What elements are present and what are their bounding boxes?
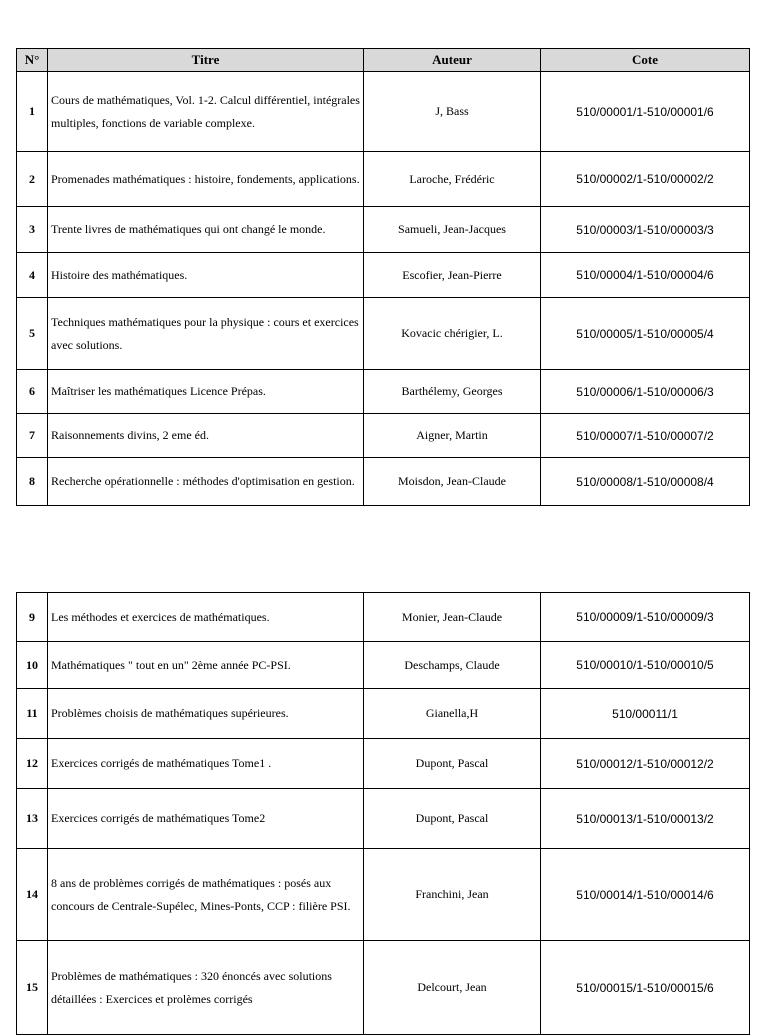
table-row xyxy=(17,253,750,298)
row-cote: 510/00012/1-510/00012/2 xyxy=(541,739,750,789)
table-row xyxy=(17,298,750,370)
row-cote: 510/00015/1-510/00015/6 xyxy=(541,941,750,1035)
table-row xyxy=(17,207,750,253)
book-table-1 xyxy=(16,48,750,506)
table-row xyxy=(17,414,750,458)
table-row xyxy=(17,593,750,642)
row-titre: 8 ans de problèmes corrigés de mathématiques : posés aux concours de Centrale-Supélec, Mines-Ponts, CCP : filière PSI. xyxy=(48,849,364,941)
table-row xyxy=(17,72,750,152)
header-cote: Cote xyxy=(541,49,750,72)
row-auteur: Franchini, Jean xyxy=(364,849,541,941)
row-titre: Exercices corrigés de mathématiques Tome1 . xyxy=(48,739,364,789)
row-cote: 510/00004/1-510/00004/6 xyxy=(541,253,750,298)
row-num: 13 xyxy=(17,789,48,849)
row-auteur: Barthélemy, Georges xyxy=(364,370,541,414)
row-titre: Les méthodes et exercices de mathématiques. xyxy=(48,593,364,642)
header-num: N° xyxy=(17,49,48,72)
row-num: 7 xyxy=(17,414,48,458)
row-num: 10 xyxy=(17,642,48,689)
row-titre: Problèmes choisis de mathématiques supérieures. xyxy=(48,689,364,739)
row-cote: 510/00001/1-510/00001/6 xyxy=(541,72,750,152)
row-cote: 510/00014/1-510/00014/6 xyxy=(541,849,750,941)
row-auteur: Deschamps, Claude xyxy=(364,642,541,689)
row-num: 14 xyxy=(17,849,48,941)
row-titre: Problèmes de mathématiques : 320 énoncés avec solutions détaillées : Exercices et prolèmes corrigés xyxy=(48,941,364,1035)
row-auteur: Escofier, Jean-Pierre xyxy=(364,253,541,298)
row-titre: Mathématiques " tout en un" 2ème année PC-PSI. xyxy=(48,642,364,689)
row-titre: Histoire des mathématiques. xyxy=(48,253,364,298)
row-cote: 510/00005/1-510/00005/4 xyxy=(541,298,750,370)
row-num: 1 xyxy=(17,72,48,152)
row-titre: Trente livres de mathématiques qui ont changé le monde. xyxy=(48,207,364,253)
row-num: 6 xyxy=(17,370,48,414)
table-row xyxy=(17,642,750,689)
row-auteur: Dupont, Pascal xyxy=(364,739,541,789)
row-auteur: Dupont, Pascal xyxy=(364,789,541,849)
row-cote: 510/00003/1-510/00003/3 xyxy=(541,207,750,253)
table-row xyxy=(17,739,750,789)
row-auteur: Aigner, Martin xyxy=(364,414,541,458)
row-titre: Maîtriser les mathématiques Licence Prépas. xyxy=(48,370,364,414)
row-cote: 510/00006/1-510/00006/3 xyxy=(541,370,750,414)
row-num: 15 xyxy=(17,941,48,1035)
row-cote: 510/00011/1 xyxy=(541,689,750,739)
row-titre: Techniques mathématiques pour la physique : cours et exercices avec solutions. xyxy=(48,298,364,370)
row-num: 9 xyxy=(17,593,48,642)
row-titre: Recherche opérationnelle : méthodes d'optimisation en gestion. xyxy=(48,458,364,506)
row-titre: Promenades mathématiques : histoire, fondements, applications. xyxy=(48,152,364,207)
row-titre: Cours de mathématiques, Vol. 1-2. Calcul différentiel, intégrales multiples, fonctions de variable complexe. xyxy=(48,72,364,152)
row-auteur: Samueli, Jean-Jacques xyxy=(364,207,541,253)
book-table-2 xyxy=(16,592,750,1035)
row-titre: Exercices corrigés de mathématiques Tome2 xyxy=(48,789,364,849)
row-cote: 510/00010/1-510/00010/5 xyxy=(541,642,750,689)
row-auteur: Gianella,H xyxy=(364,689,541,739)
row-num: 8 xyxy=(17,458,48,506)
row-num: 5 xyxy=(17,298,48,370)
table-row xyxy=(17,689,750,739)
row-num: 2 xyxy=(17,152,48,207)
row-auteur: Monier, Jean-Claude xyxy=(364,593,541,642)
table-row xyxy=(17,789,750,849)
row-titre: Raisonnements divins, 2 eme éd. xyxy=(48,414,364,458)
row-num: 12 xyxy=(17,739,48,789)
row-auteur: Laroche, Frédéric xyxy=(364,152,541,207)
row-cote: 510/00002/1-510/00002/2 xyxy=(541,152,750,207)
row-auteur: J, Bass xyxy=(364,72,541,152)
table-row xyxy=(17,370,750,414)
row-cote: 510/00013/1-510/00013/2 xyxy=(541,789,750,849)
table-row xyxy=(17,152,750,207)
header-titre: Titre xyxy=(48,49,364,72)
table-row xyxy=(17,849,750,941)
row-num: 3 xyxy=(17,207,48,253)
header-auteur: Auteur xyxy=(364,49,541,72)
row-num: 4 xyxy=(17,253,48,298)
row-auteur: Kovacic chérigier, L. xyxy=(364,298,541,370)
row-cote: 510/00009/1-510/00009/3 xyxy=(541,593,750,642)
table-row xyxy=(17,941,750,1035)
row-cote: 510/00007/1-510/00007/2 xyxy=(541,414,750,458)
table-header-row xyxy=(17,49,750,72)
row-auteur: Delcourt, Jean xyxy=(364,941,541,1035)
row-cote: 510/00008/1-510/00008/4 xyxy=(541,458,750,506)
row-auteur: Moisdon, Jean-Claude xyxy=(364,458,541,506)
table-row xyxy=(17,458,750,506)
row-num: 11 xyxy=(17,689,48,739)
